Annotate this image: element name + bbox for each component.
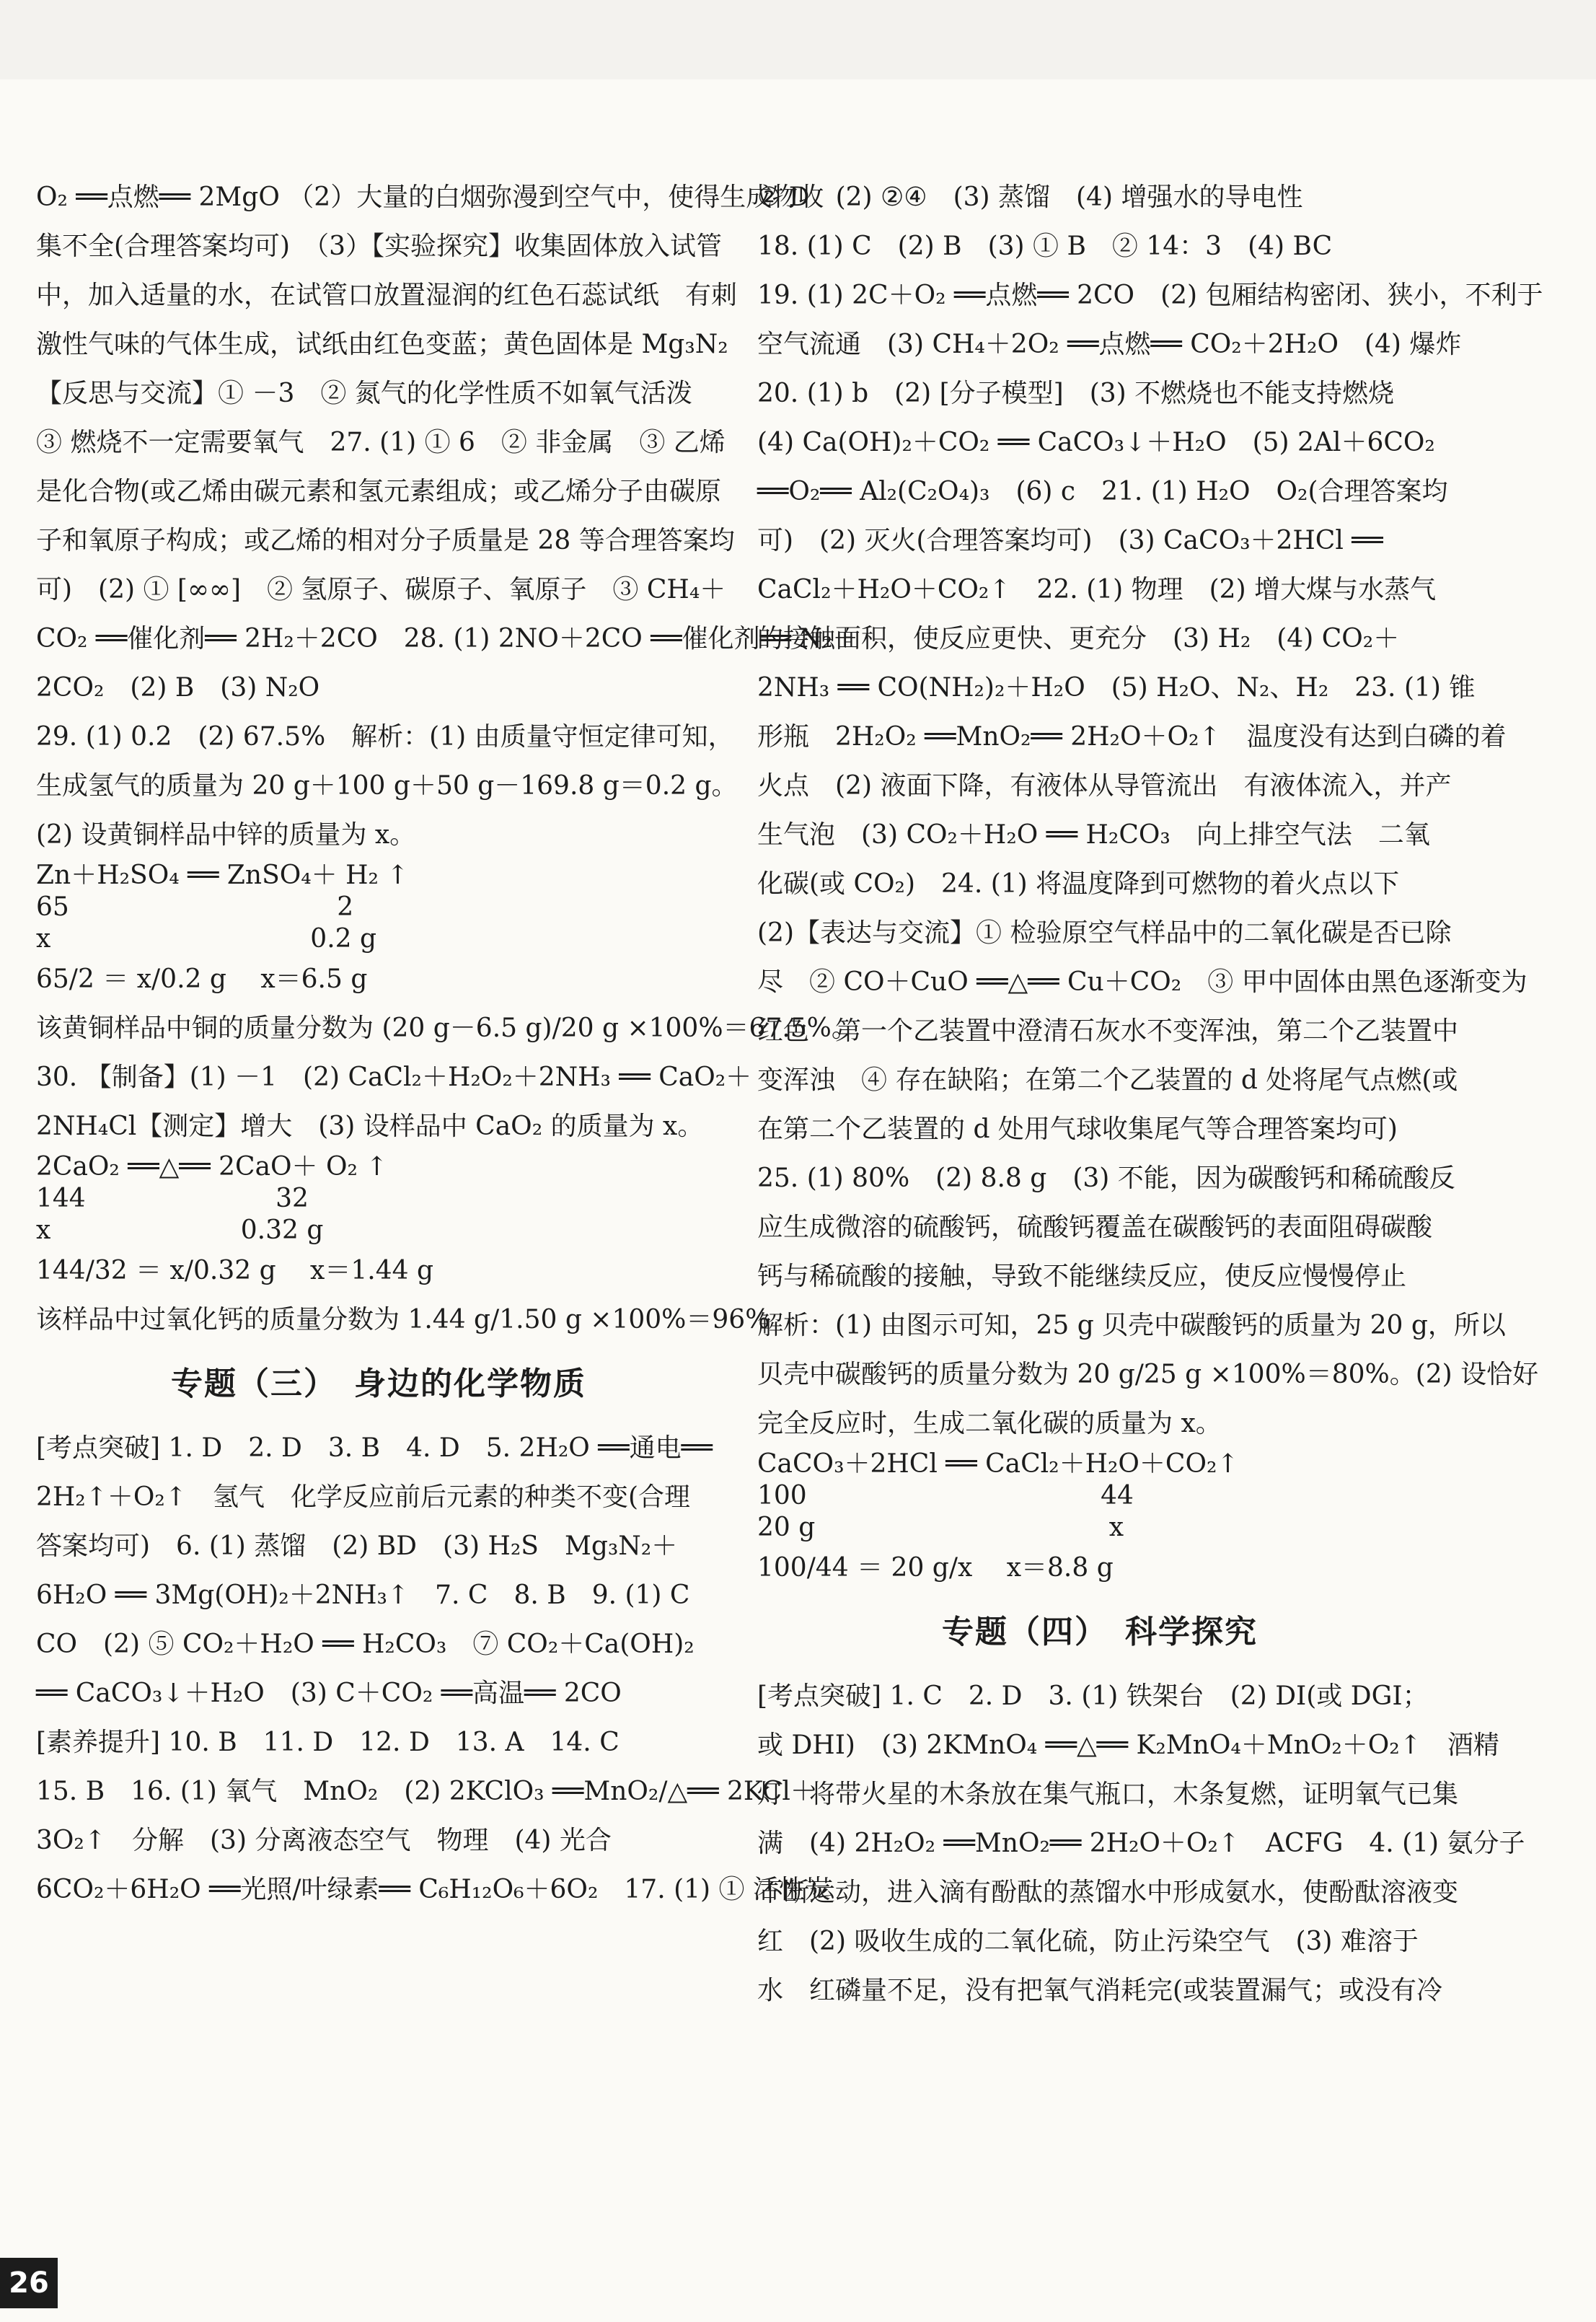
text-line: 29. (1) 0.2 (2) 67.5% 解析：(1) 由质量守恒定律可知， [36,722,734,752]
text-line: 19. (1) 2C＋O₂ ══点燃══ 2CO (2) 包厢结构密闭、狭小，不利于 [757,281,1543,310]
text-line: ③ 燃烧不一定需要氧气 27. (1) ① 6 ② 非金属 ③ 乙烯 [36,428,726,457]
text-line: 30. 【制备】(1) －1 (2) CaCl₂＋H₂O₂＋2NH₃ ══ CaO₂＋ [36,1063,752,1092]
calc-line: 20 g x [757,1513,1124,1542]
text-line: 中，加入适量的水，在试管口放置湿润的红色石蕊试纸 有刺 [36,281,738,310]
calc-line: x 0.2 g [36,924,377,954]
left-column [36,173,859,1914]
text-line: ══ CaCO₃↓＋H₂O (3) C＋CO₂ ══高温══ 2CO [36,1679,622,1708]
calc-line: 144/32 ＝ x/0.32 g x＝1.44 g [36,1256,434,1285]
text-line: 解析：(1) 由图示可知，25 g 贝壳中碳酸钙的质量为 20 g，所以 [757,1311,1506,1340]
text-line: 应生成微溶的硫酸钙，硫酸钙覆盖在碳酸钙的表面阻碍碳酸 [757,1213,1433,1242]
section-heading: 专题（四） 科学探究 [942,1614,1258,1650]
text-line: 可) (2) 灭火(合理答案均可) (3) CaCO₃＋2HCl ══ [757,526,1383,555]
text-line: 红 (2) 吸收生成的二氧化硫，防止污染空气 (3) 难溶于 [757,1927,1419,1956]
text-line: 红色 第一个乙装置中澄清石灰水不变浑浊，第二个乙装置中 [757,1016,1459,1046]
text-line: ══O₂══ Al₂(C₂O₄)₃ (6) c 21. (1) H₂O O₂(合理答案均 [757,477,1448,506]
text-line: 空气流通 (3) CH₄＋2O₂ ══点燃══ CO₂＋2H₂O (4) 爆炸 [757,330,1462,359]
text-line: [考点突破] 1. D 2. D 3. B 4. D 5. 2H₂O ══通电══ [36,1433,713,1463]
text-line: [素养提升] 10. B 11. D 12. D 13. A 14. C [36,1728,620,1757]
calc-line: 65/2 ＝ x/0.2 g x＝6.5 g [36,964,368,994]
text-line: 该样品中过氧化钙的质量分数为 1.44 g/1.50 g ×100%＝96% [36,1305,770,1334]
text-line: 或 DHI) (3) 2KMnO₄ ══△══ K₂MnO₄＋MnO₂＋O₂↑ 酒精 [757,1730,1499,1760]
section-heading: 专题（三） 身边的化学物质 [171,1366,586,1402]
text-line: CO (2) ⑤ CO₂＋H₂O ══ H₂CO₃ ⑦ CO₂＋Ca(OH)₂ [36,1630,695,1659]
text-line: (2) 设黄铜样品中锌的质量为 x。 [36,820,416,850]
text-line: 形瓶 2H₂O₂ ══MnO₂══ 2H₂O＋O₂↑ 温度没有达到白磷的着 [757,722,1507,752]
text-line: 激性气味的气体生成，试纸由红色变蓝；黄色固体是 Mg₃N₂ [36,330,728,359]
calc-line: Zn＋H₂SO₄ ══ ZnSO₄＋ H₂ ↑ [36,861,409,890]
text-line: 20. (1) b (2) [分子模型] (3) 不燃烧也不能支持燃烧 [757,379,1395,408]
calc-line: 100 44 [757,1481,1134,1510]
text-line: 6H₂O ══ 3Mg(OH)₂＋2NH₃↑ 7. C 8. B 9. (1) C [36,1580,690,1610]
text-line: 钙与稀硫酸的接触，导致不能继续反应，使反应慢慢停止 [757,1262,1407,1291]
calc-line: 144 32 [36,1184,309,1213]
text-line: ② D (2) ②④ (3) 蒸馏 (4) 增强水的导电性 [757,182,1303,212]
calc-line: x 0.32 g [36,1215,324,1245]
calculation-cao2 [36,1151,721,1296]
text-line: 是化合物(或乙烯由碳元素和氢元素组成；或乙烯分子由碳原 [36,477,722,506]
text-line: CaCl₂＋H₂O＋CO₂↑ 22. (1) 物理 (2) 增大煤与水蒸气 [757,575,1437,604]
text-line: 完全反应时，生成二氧化碳的质量为 x。 [757,1409,1222,1438]
text-line: 在第二个乙装置的 d 处用气球收集尾气等合理答案均可) [757,1114,1398,1144]
text-line: 水 红磷量不足，没有把氧气消耗完(或装置漏气；或没有冷 [757,1976,1443,2005]
text-line: 该黄铜样品中铜的质量分数为 (20 g－6.5 g)/20 g ×100%＝67.5%。 [36,1013,857,1043]
top-margin [0,0,1596,79]
text-line: 火点 (2) 液面下降，有液体从导管流出 有液体流入，并产 [757,771,1452,801]
text-line: 15. B 16. (1) 氧气 MnO₂ (2) 2KClO₃ ══MnO₂/△══ 2KCl＋ [36,1777,816,1806]
calc-line: 2CaO₂ ══△══ 2CaO＋ O₂ ↑ [36,1152,388,1182]
calc-line: 100/44 ＝ 20 g/x x＝8.8 g [757,1553,1114,1583]
text-line: 贝壳中碳酸钙的质量分数为 20 g/25 g ×100%＝80%。(2) 设恰好 [757,1360,1539,1389]
calc-line: 65 2 [36,892,354,922]
text-line: 尽 ② CO＋CuO ══△══ Cu＋CO₂ ③ 甲中固体由黑色逐渐变为 [757,967,1527,997]
text-line: 答案均可) 6. (1) 蒸馏 (2) BD (3) H₂S Mg₃N₂＋ [36,1531,678,1561]
text-line: 的接触面积，使反应更快、更充分 (3) H₂ (4) CO₂＋ [757,624,1400,654]
calc-line: CaCO₃＋2HCl ══ CaCl₂＋H₂O＋CO₂↑ [757,1449,1239,1479]
text-line: 不断运动，进入滴有酚酞的蒸馏水中形成氨水，使酚酞溶液变 [757,1878,1459,1907]
text-line: 2H₂↑＋O₂↑ 氢气 化学反应前后元素的种类不变(合理 [36,1482,691,1512]
right-column [757,173,1543,2015]
text-line: (2)【表达与交流】① 检验原空气样品中的二氧化碳是否已除 [757,918,1452,948]
text-line: 灯 将带火星的木条放在集气瓶口，木条复燃，证明氧气已集 [757,1780,1459,1809]
text-line: 变浑浊 ④ 存在缺陷；在第二个乙装置的 d 处将尾气点燃(或 [757,1065,1458,1095]
calculation-caco3 [757,1448,1442,1593]
text-line: 6CO₂＋6H₂O ══光照/叶绿素══ C₆H₁₂O₆＋6O₂ 17. (1) ① 活性炭 [36,1875,831,1904]
calculation-zinc [36,860,721,1004]
text-line: 2CO₂ (2) B (3) N₂O [36,673,320,703]
text-line: 2NH₃ ══ CO(NH₂)₂＋H₂O (5) H₂O、N₂、H₂ 23. (1) 锥 [757,673,1476,703]
text-line: 子和氧原子构成；或乙烯的相对分子质量是 28 等合理答案均 [36,526,735,555]
page-number: 26 [0,2258,58,2308]
text-line: 3O₂↑ 分解 (3) 分离液态空气 物理 (4) 光合 [36,1826,612,1855]
text-line: 可) (2) ① [∞∞] ② 氢原子、碳原子、氧原子 ③ CH₄＋ [36,575,726,604]
text-line: 2NH₄Cl【测定】增大 (3) 设样品中 CaO₂ 的质量为 x。 [36,1112,704,1141]
text-line: O₂ ══点燃══ 2MgO （2）大量的白烟弥漫到空气中，使得生成物收 [36,182,824,212]
text-line: [考点突破] 1. C 2. D 3. (1) 铁架台 (2) DI(或 DGI； [757,1681,1429,1711]
text-line: 满 (4) 2H₂O₂ ══MnO₂══ 2H₂O＋O₂↑ ACFG 4. (1) 氨分子 [757,1829,1525,1858]
text-line: 【反思与交流】① －3 ② 氮气的化学性质不如氧气活泼 [36,379,692,408]
text-line: 25. (1) 80% (2) 8.8 g (3) 不能，因为碳酸钙和稀硫酸反 [757,1164,1455,1193]
text-line: 生气泡 (3) CO₂＋H₂O ══ H₂CO₃ 向上排空气法 二氧 [757,820,1430,850]
text-line: (4) Ca(OH)₂＋CO₂ ══ CaCO₃↓＋H₂O (5) 2Al＋6CO₂ [757,428,1435,457]
text-line: 化碳(或 CO₂) 24. (1) 将温度降到可燃物的着火点以下 [757,869,1400,899]
text-line: CO₂ ══催化剂══ 2H₂＋2CO 28. (1) 2NO＋2CO ══催化剂══ N₂＋ [36,624,859,654]
text-line: 集不全(合理答案均可) （3）【实验探究】收集固体放入试管 [36,232,722,261]
text-line: 生成氢气的质量为 20 g＋100 g＋50 g－169.8 g＝0.2 g。 [36,771,738,801]
text-line: 18. (1) C (2) B (3) ① B ② 14：3 (4) BC [757,232,1333,261]
